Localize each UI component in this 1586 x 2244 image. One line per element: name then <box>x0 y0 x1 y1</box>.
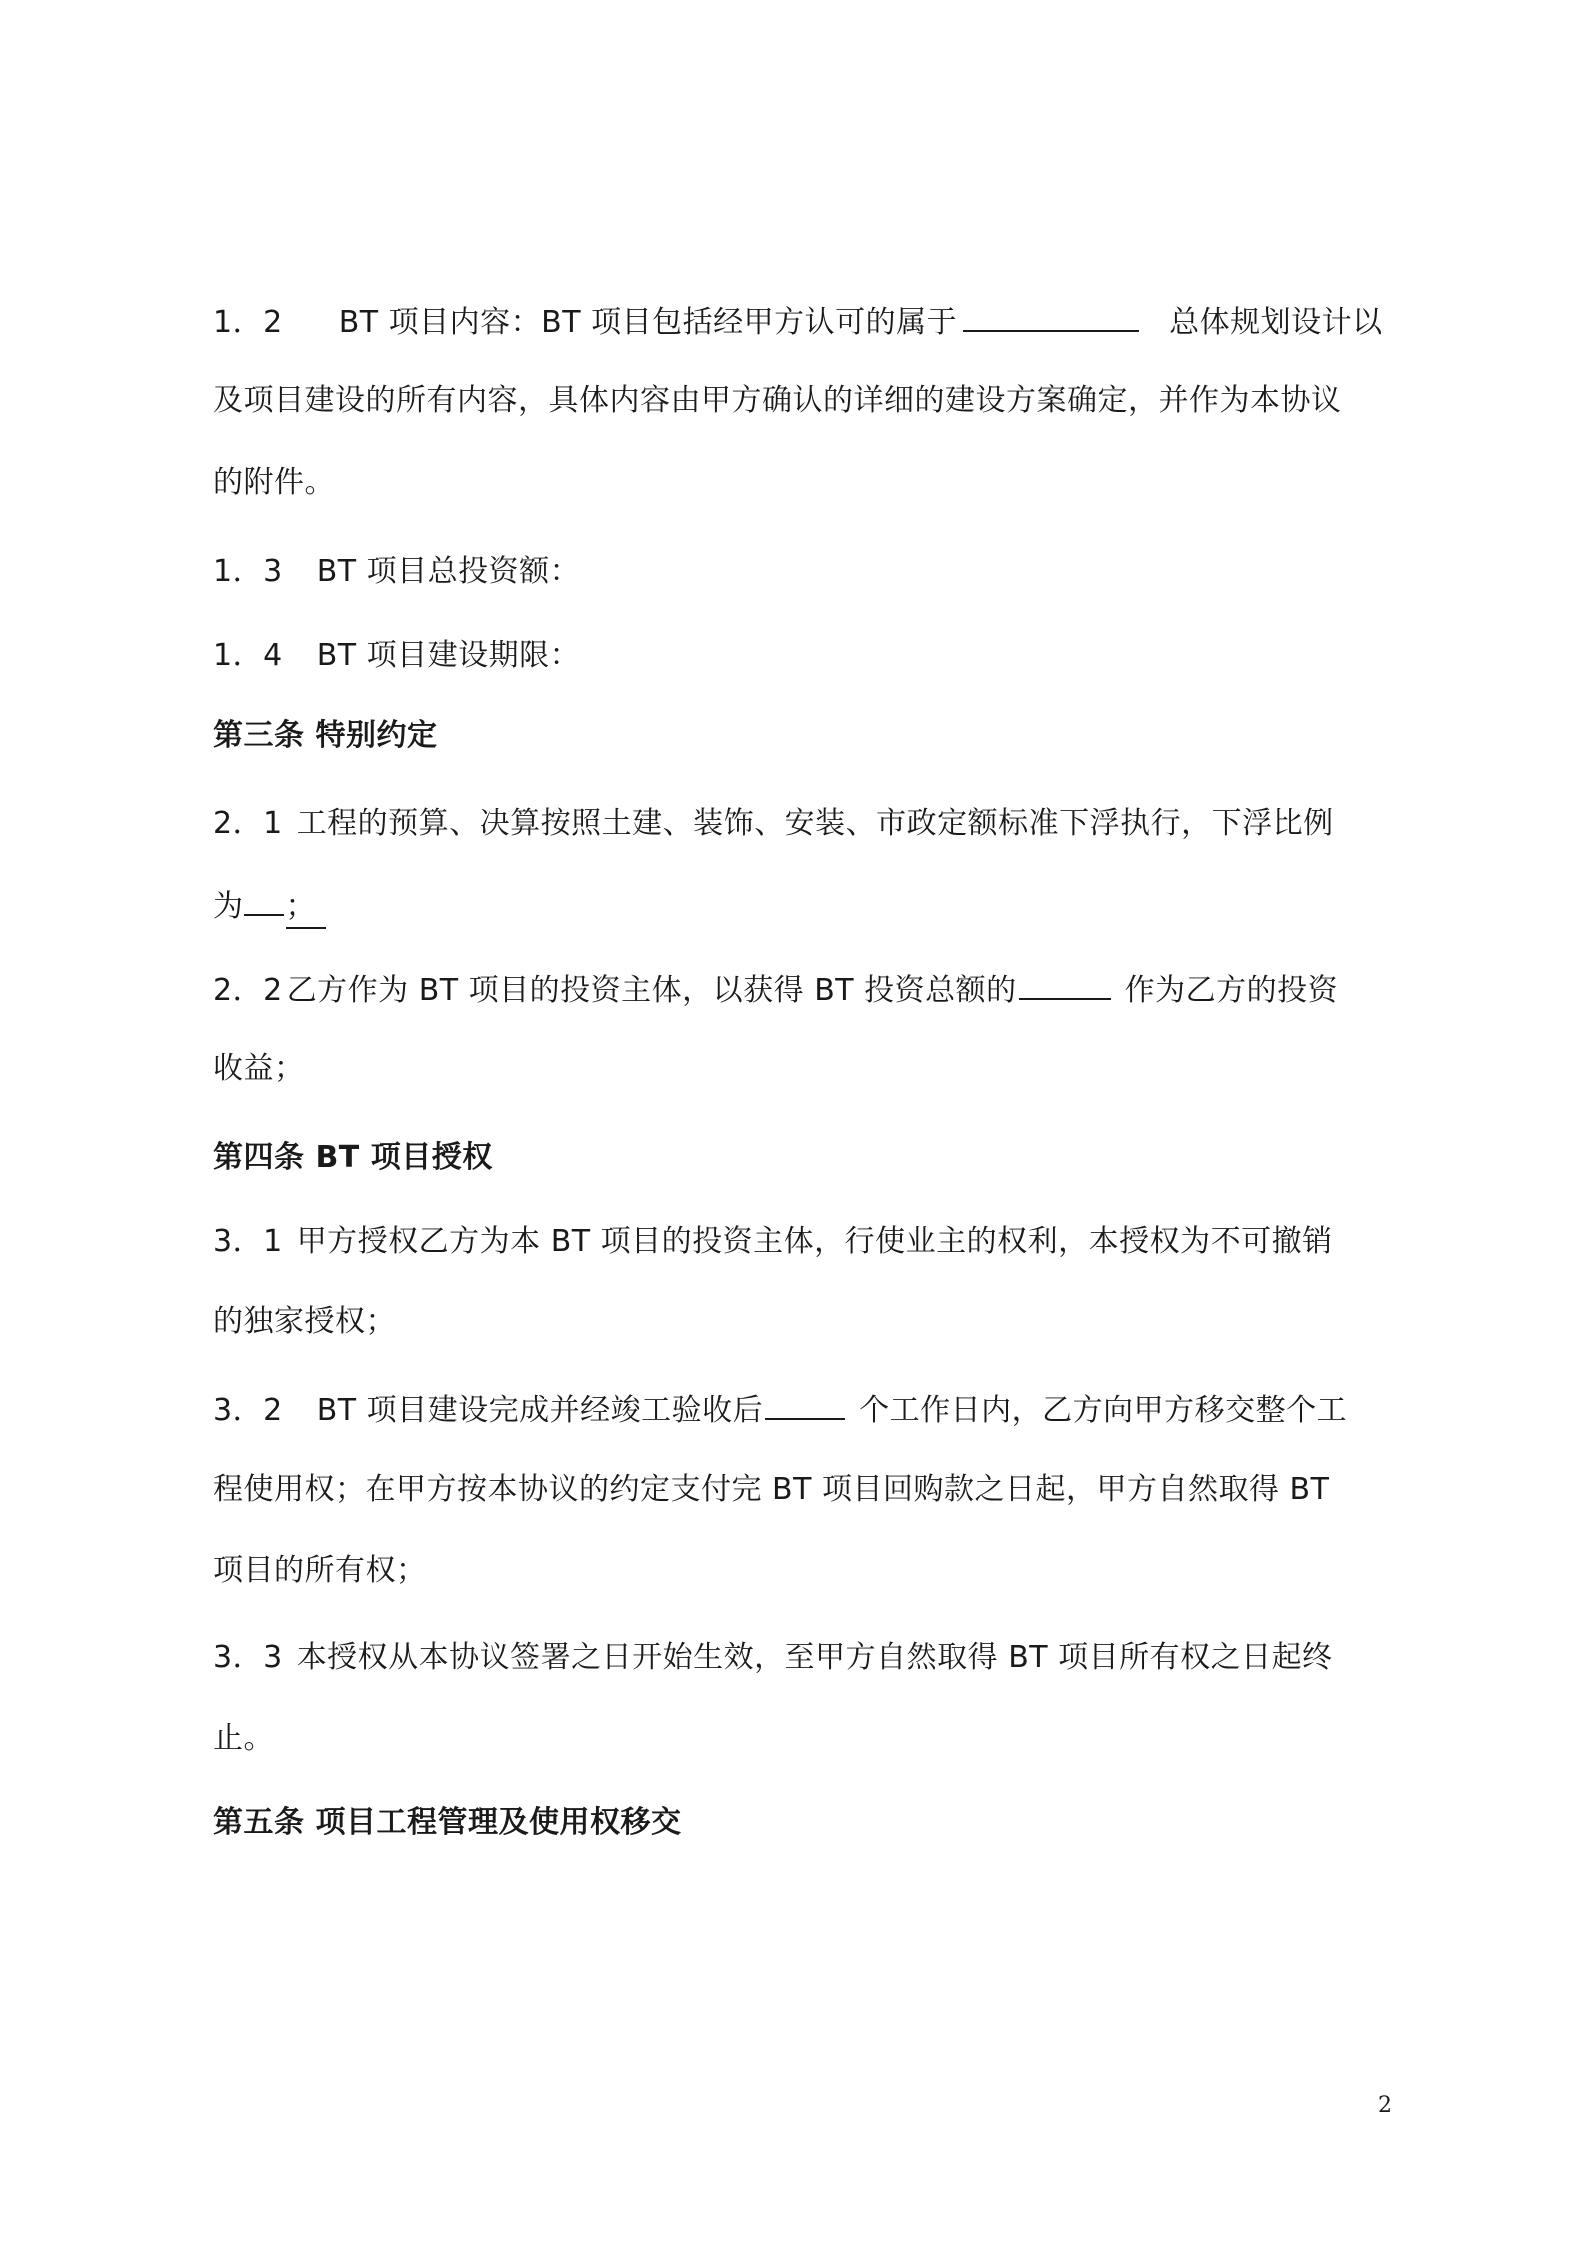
clause-text: 及项目建设的所有内容，具体内容由甲方确认的详细的建设方案确定，并作为本协议 <box>213 383 1342 418</box>
clause-text: 止。 <box>213 1721 274 1756</box>
fill-in-blank <box>244 884 284 916</box>
clause-1-4 <box>213 636 1393 676</box>
article-4-heading <box>213 1138 1393 1178</box>
clause-number: 1．2 <box>213 305 283 340</box>
clause-number: 1．4 <box>213 638 283 673</box>
clause-text: 乙方作为 BT 项目的投资主体，以获得 BT 投资总额的 <box>286 973 1017 1008</box>
clause-2-2-line-1 <box>213 968 1393 1011</box>
clause-text: 的独家授权； <box>213 1304 396 1339</box>
clause-2-1-line-2 <box>213 884 1393 929</box>
clause-text: 为 <box>213 889 244 924</box>
clause-number: 2．2 <box>213 973 283 1008</box>
clause-text: 总体规划设计以 <box>1169 305 1383 340</box>
fill-in-blank <box>1019 968 1111 1000</box>
clause-1-2-line-1 <box>213 300 1393 343</box>
clause-text: BT 项目建设完成并经竣工验收后 <box>316 1393 764 1428</box>
clause-text: BT 项目内容：BT 项目包括经甲方认可的属于 <box>338 305 958 340</box>
clause-3-2-line-3 <box>213 1551 1393 1591</box>
page-number: 2 <box>1378 2093 1392 2118</box>
clause-text: BT 项目总投资额： <box>316 554 581 589</box>
clause-2-2-line-2 <box>213 1049 1393 1089</box>
fill-in-blank <box>765 1388 845 1420</box>
fill-in-blank <box>963 300 1139 332</box>
clause-text: ； <box>286 887 327 929</box>
clause-number: 1．3 <box>213 554 283 589</box>
clause-text: BT 项目建设期限： <box>316 638 581 673</box>
clause-1-3 <box>213 552 1393 592</box>
article-5-heading <box>213 1803 1393 1843</box>
clause-text: 个工作日内，乙方向甲方移交整个工 <box>859 1393 1348 1428</box>
clause-text: 甲方授权乙方为本 BT 项目的投资主体，行使业主的权利，本授权为不可撤销 <box>296 1224 1333 1259</box>
clause-text: 收益； <box>213 1051 305 1086</box>
clause-1-2-line-2 <box>213 381 1393 421</box>
clause-3-1-line-1 <box>213 1222 1393 1262</box>
clause-text: 项目的所有权； <box>213 1553 427 1588</box>
article-title: 第五条 项目工程管理及使用权移交 <box>213 1805 682 1840</box>
clause-1-2-line-3 <box>213 463 1393 503</box>
clause-3-2-line-1 <box>213 1388 1393 1431</box>
clause-text: 本授权从本协议签署之日开始生效，至甲方自然取得 BT 项目所有权之日起终 <box>296 1640 1333 1675</box>
clause-3-2-line-2 <box>213 1470 1393 1510</box>
clause-number: 3．1 <box>213 1224 283 1259</box>
clause-2-1-line-1 <box>213 804 1393 844</box>
clause-3-1-line-2 <box>213 1302 1393 1342</box>
clause-3-3-line-1 <box>213 1638 1393 1678</box>
article-title: 第三条 特别约定 <box>213 718 438 753</box>
clause-number: 3．2 <box>213 1393 283 1428</box>
article-title: 第四条 BT 项目授权 <box>213 1140 493 1175</box>
clause-number: 3．3 <box>213 1640 283 1675</box>
clause-text: 作为乙方的投资 <box>1124 973 1339 1008</box>
clause-text: 程使用权；在甲方按本协议的约定支付完 BT 项目回购款之日起，甲方自然取得 BT <box>213 1472 1330 1507</box>
clause-number: 2．1 <box>213 806 283 841</box>
clause-text: 工程的预算、决算按照土建、装饰、安装、市政定额标准下浮执行，下浮比例 <box>296 806 1334 841</box>
clause-3-3-line-2 <box>213 1719 1393 1759</box>
clause-text: 的附件。 <box>213 465 335 500</box>
article-3-heading <box>213 716 1393 756</box>
